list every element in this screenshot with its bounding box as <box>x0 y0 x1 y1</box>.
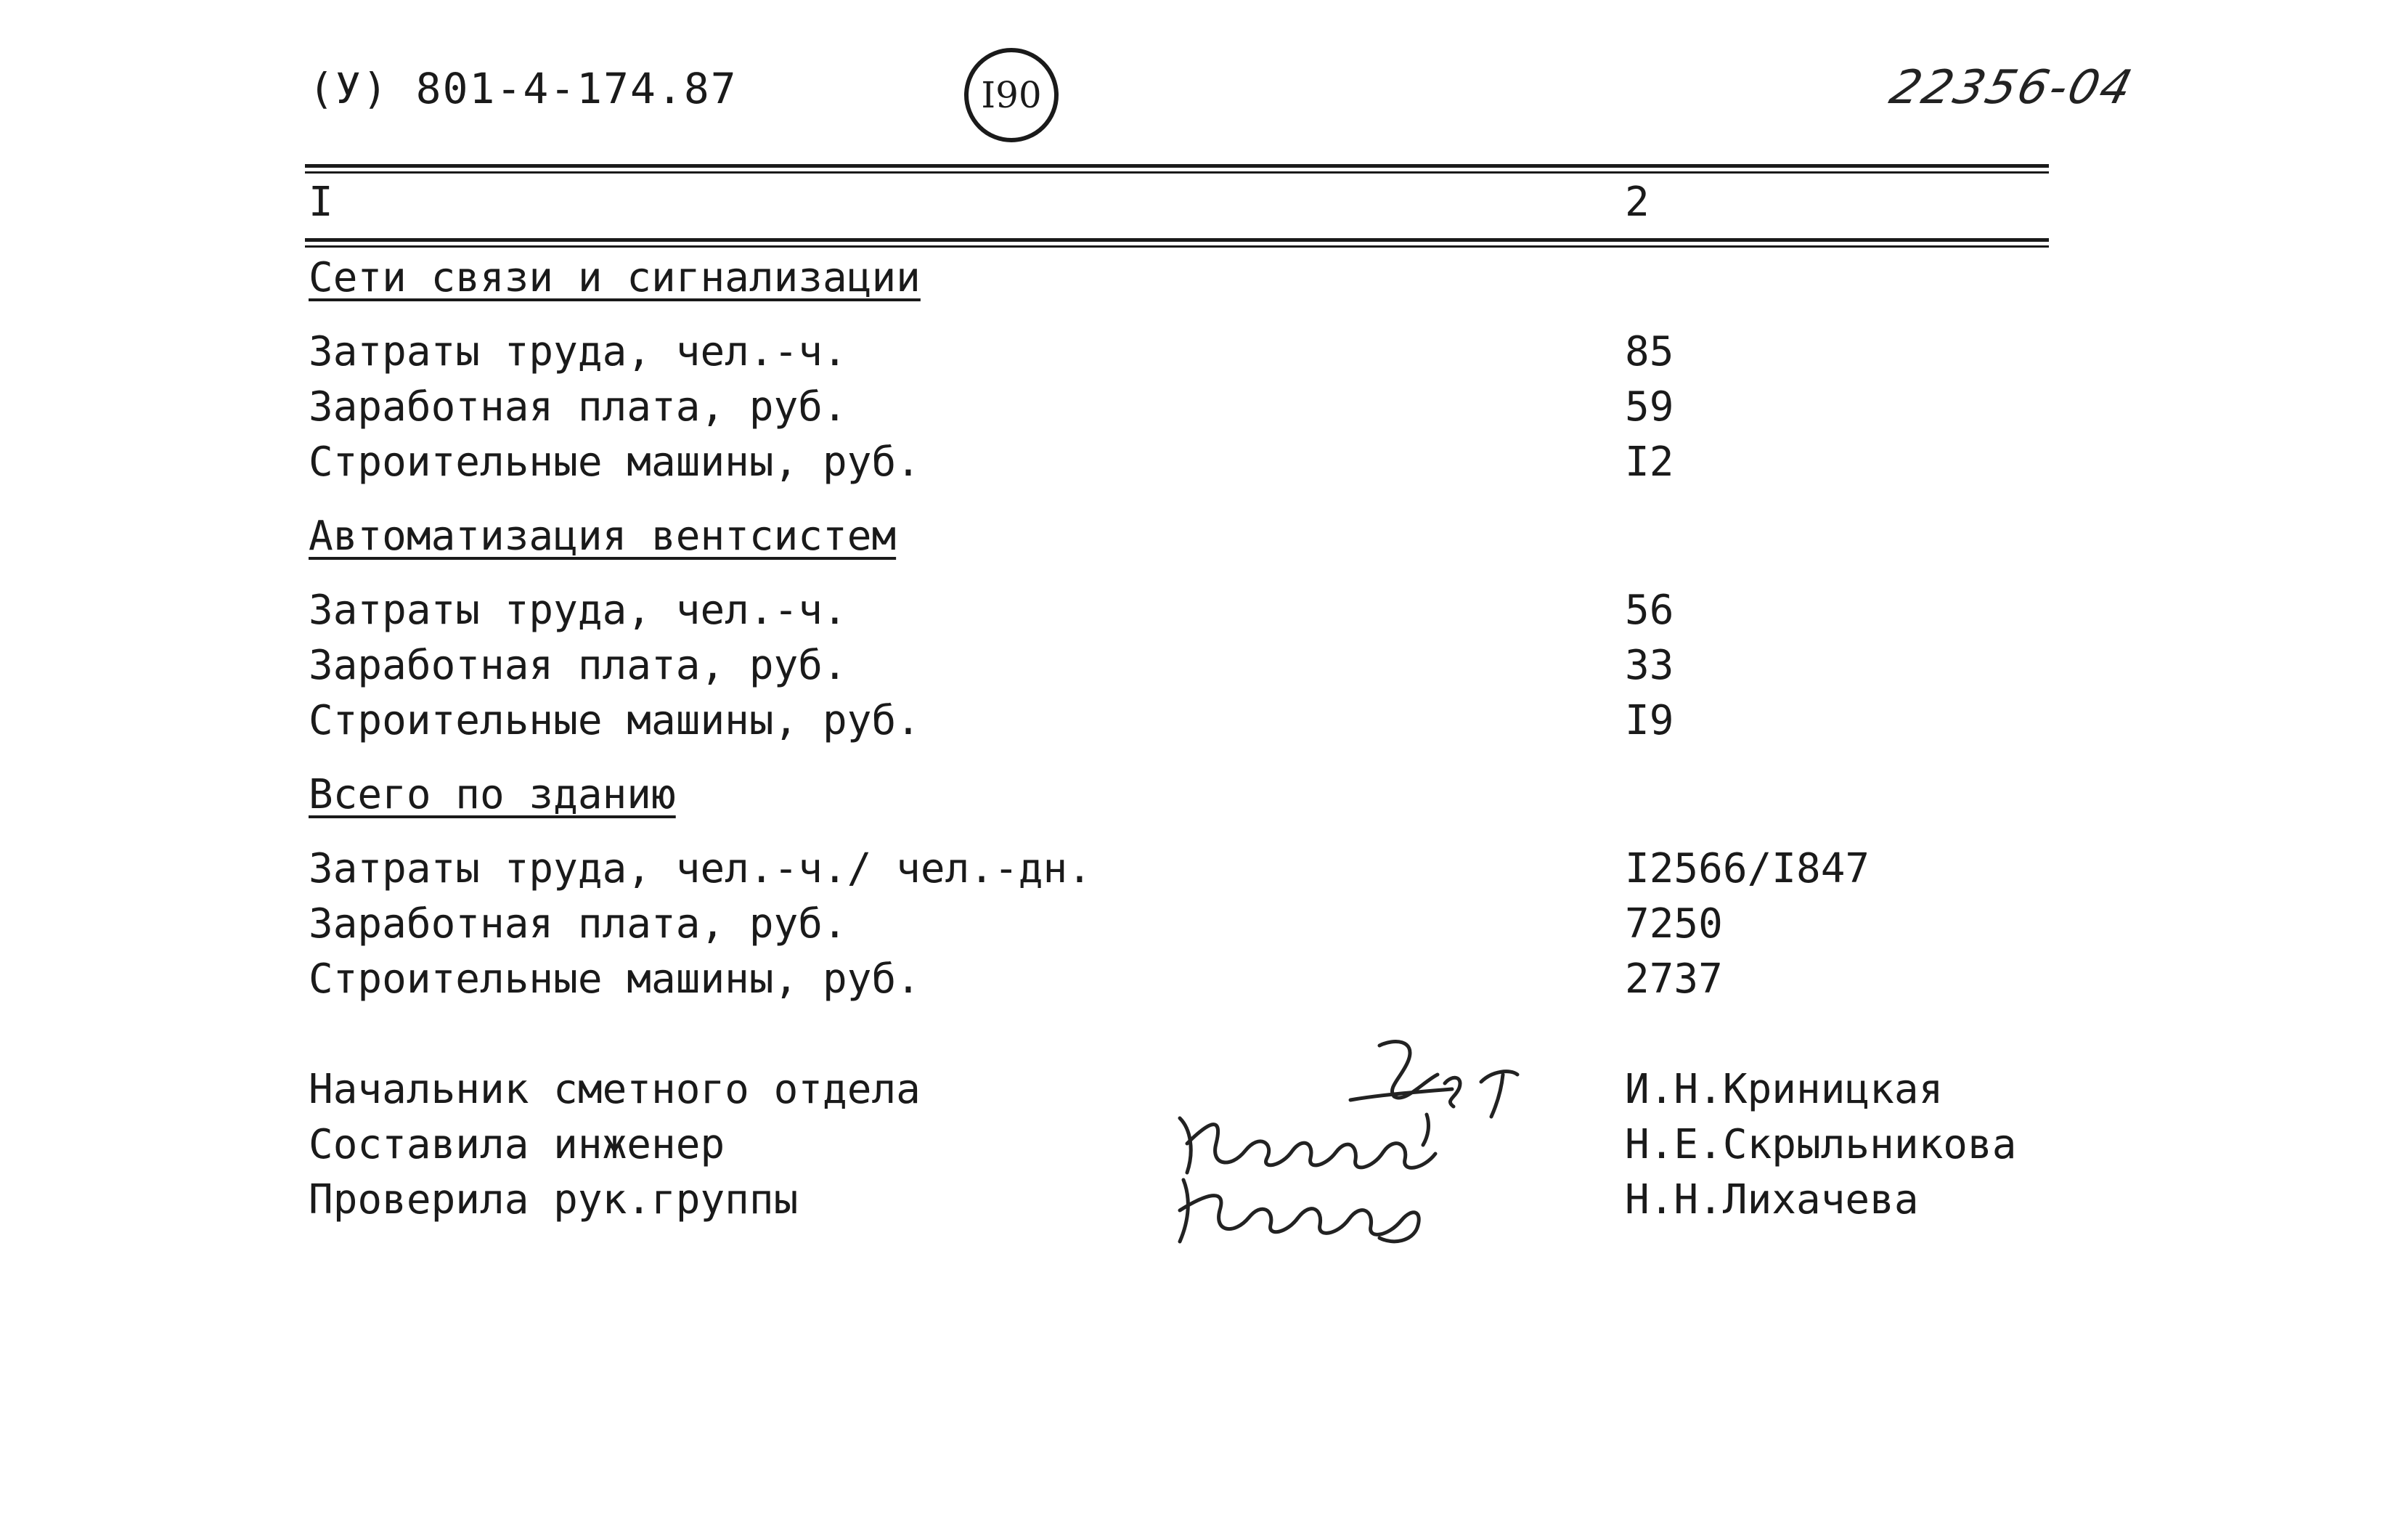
section-title-ventilation-automation: Автоматизация вентсистем <box>309 513 897 560</box>
row-label: Строительные машины, руб. <box>309 697 921 744</box>
row-label: Заработная плата, руб. <box>309 900 847 948</box>
row-value: 56 <box>1625 587 1674 634</box>
row-value: 7250 <box>1625 900 1723 948</box>
row-value: I2 <box>1625 439 1674 486</box>
table-top-rule-inner <box>305 171 2049 174</box>
row-label: Строительные машины, руб. <box>309 439 921 486</box>
section-title-communications: Сети связи и сигнализации <box>309 254 921 301</box>
row-value: 85 <box>1625 328 1674 375</box>
signatory-role: Проверила рук.группы <box>309 1176 799 1223</box>
signatory-name: Н.Е.Скрыльникова <box>1625 1121 2017 1168</box>
section-title-building-total: Всего по зданию <box>309 771 676 818</box>
row-value: 33 <box>1625 642 1674 689</box>
signatory-name: И.Н.Криницкая <box>1625 1066 1944 1113</box>
column-header-1: I <box>309 179 333 226</box>
row-value: 2737 <box>1625 956 1723 1003</box>
row-value: I2566/I847 <box>1625 845 1870 892</box>
row-label: Заработная плата, руб. <box>309 383 847 431</box>
row-label: Затраты труда, чел.-ч./ чел.-дн. <box>309 845 1092 892</box>
signatory-role: Начальник сметного отдела <box>309 1066 921 1113</box>
archive-number: 22356-04 <box>1884 61 2140 115</box>
table-header-rule <box>305 238 2049 242</box>
row-label: Заработная плата, руб. <box>309 642 847 689</box>
row-label: Затраты труда, чел.-ч. <box>309 328 847 375</box>
document-code: (У) 801-4-174.87 <box>309 64 738 113</box>
page-number: I90 <box>981 74 1042 116</box>
handwritten-signature-3 <box>1162 1165 1452 1252</box>
column-header-2: 2 <box>1625 179 1650 226</box>
page-number-badge <box>964 48 1059 142</box>
signatory-role: Составила инженер <box>309 1121 725 1168</box>
row-value: 59 <box>1625 383 1674 431</box>
row-label: Затраты труда, чел.-ч. <box>309 587 847 634</box>
row-value: I9 <box>1625 697 1674 744</box>
table-top-rule <box>305 164 2049 168</box>
row-label: Строительные машины, руб. <box>309 956 921 1003</box>
signatory-name: Н.Н.Лихачева <box>1625 1176 1919 1223</box>
table-header-rule-inner <box>305 245 2049 248</box>
